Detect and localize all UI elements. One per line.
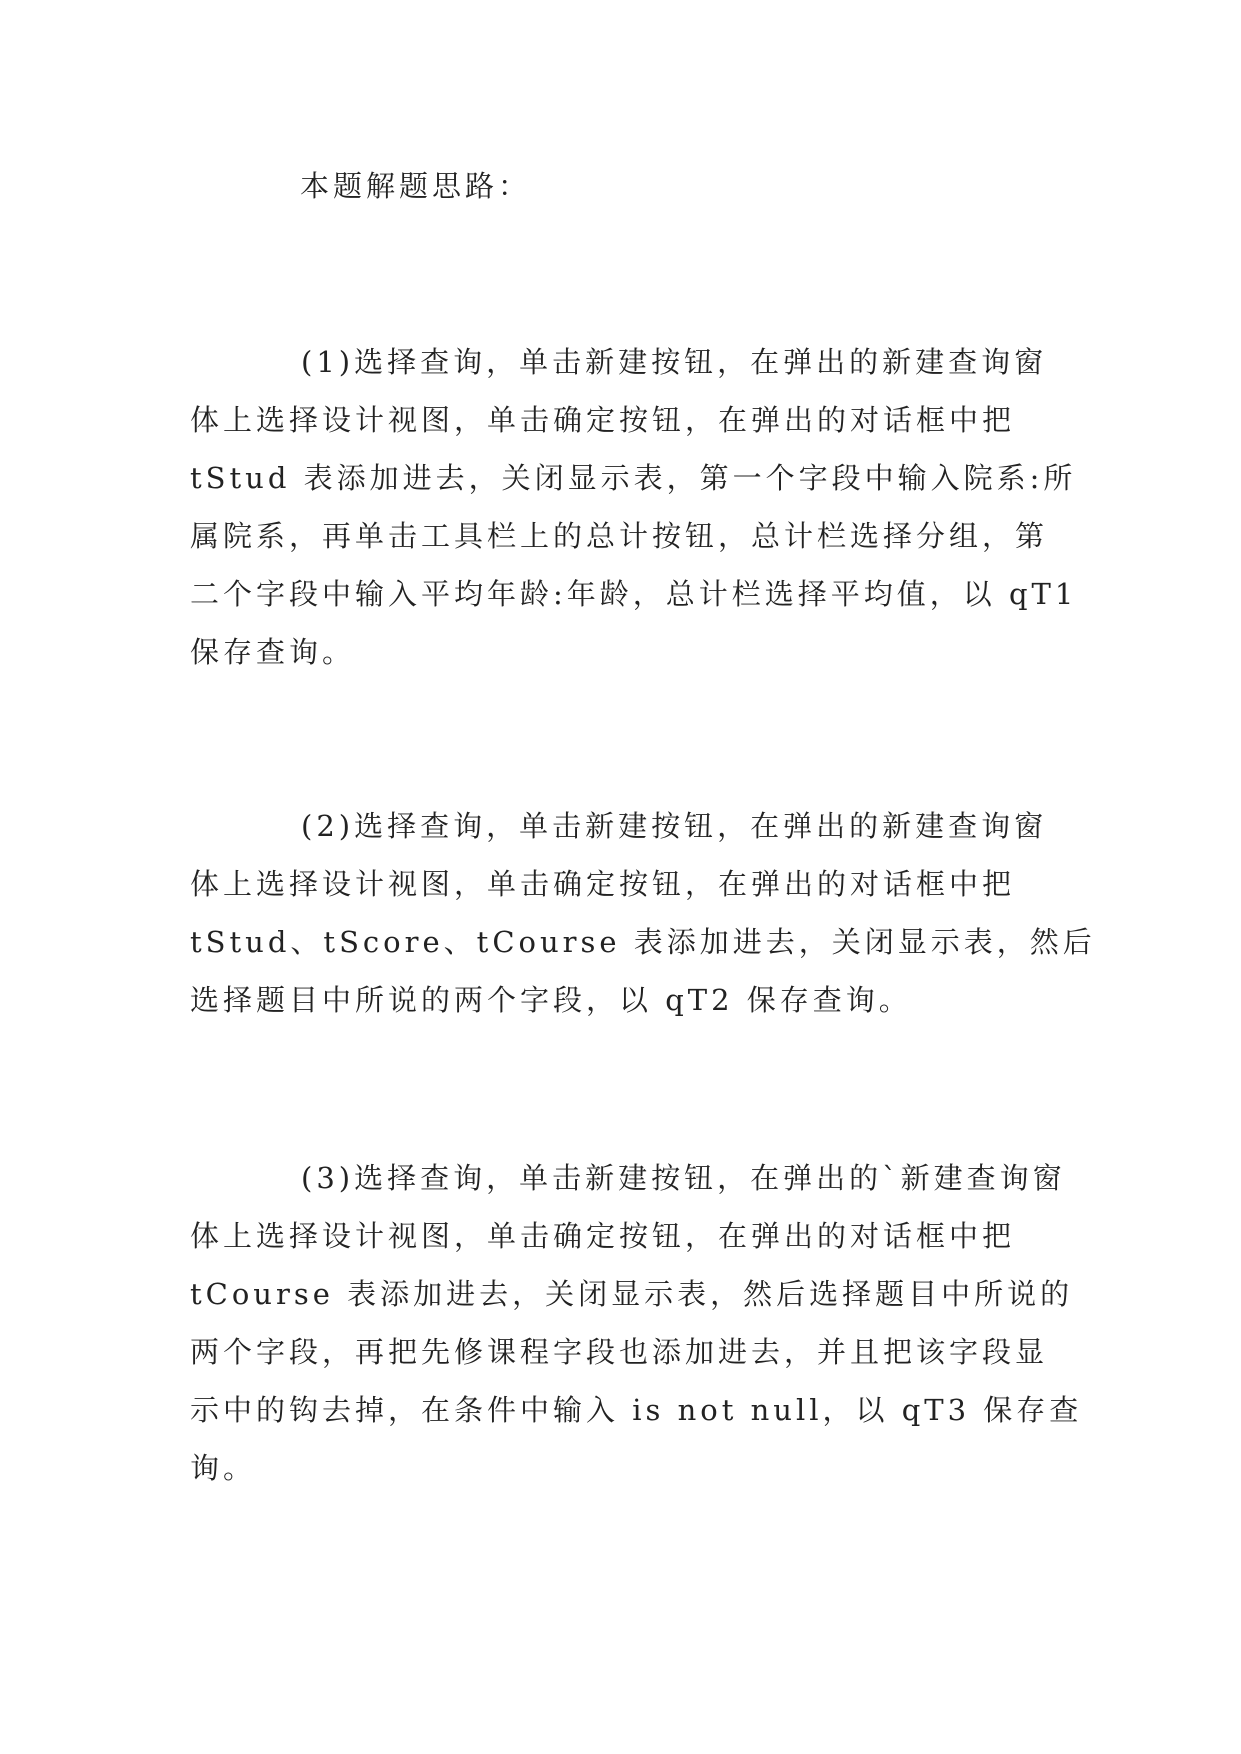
paragraph-1 — [190, 333, 1078, 681]
paragraph-line: 两个字段，再把先修课程字段也添加进去，并且把该字段显 — [190, 1335, 1049, 1369]
paragraph-line: (1)选择查询，单击新建按钮，在弹出的新建查询窗 — [301, 345, 1048, 379]
paragraph-line: 体上选择设计视图，单击确定按钮，在弹出的对话框中把 — [190, 403, 1016, 437]
paragraph-line: 二个字段中输入平均年龄:年龄，总计栏选择平均值，以 qT1 — [190, 577, 1078, 611]
paragraph-line: tStud 表添加进去，关闭显示表，第一个字段中输入院系:所 — [190, 461, 1077, 495]
section-heading: 本题解题思路： — [300, 169, 532, 203]
paragraph-line: tStud、tScore、tCourse 表添加进去，关闭显示表，然后 — [190, 925, 1096, 959]
paragraph-line: (3)选择查询，单击新建按钮，在弹出的`新建查询窗 — [301, 1161, 1066, 1195]
paragraph-line: (2)选择查询，单击新建按钮，在弹出的新建查询窗 — [301, 809, 1048, 843]
paragraph-line: 询。 — [190, 1451, 257, 1485]
paragraph-3 — [190, 1149, 1083, 1497]
paragraph-line: 保存查询。 — [190, 635, 356, 669]
paragraph-line: 选择题目中所说的两个字段，以 qT2 保存查询。 — [190, 983, 912, 1017]
paragraph-line: 体上选择设计视图，单击确定按钮，在弹出的对话框中把 — [190, 867, 1016, 901]
paragraph-line: tCourse 表添加进去，关闭显示表，然后选择题目中所说的 — [190, 1277, 1074, 1311]
paragraph-line: 属院系，再单击工具栏上的总计按钮，总计栏选择分组，第 — [190, 519, 1049, 553]
paragraph-2 — [190, 797, 1096, 1029]
paragraph-line: 示中的钩去掉，在条件中输入 is not null，以 qT3 保存查 — [190, 1393, 1083, 1427]
paragraph-line: 体上选择设计视图，单击确定按钮，在弹出的对话框中把 — [190, 1219, 1016, 1253]
